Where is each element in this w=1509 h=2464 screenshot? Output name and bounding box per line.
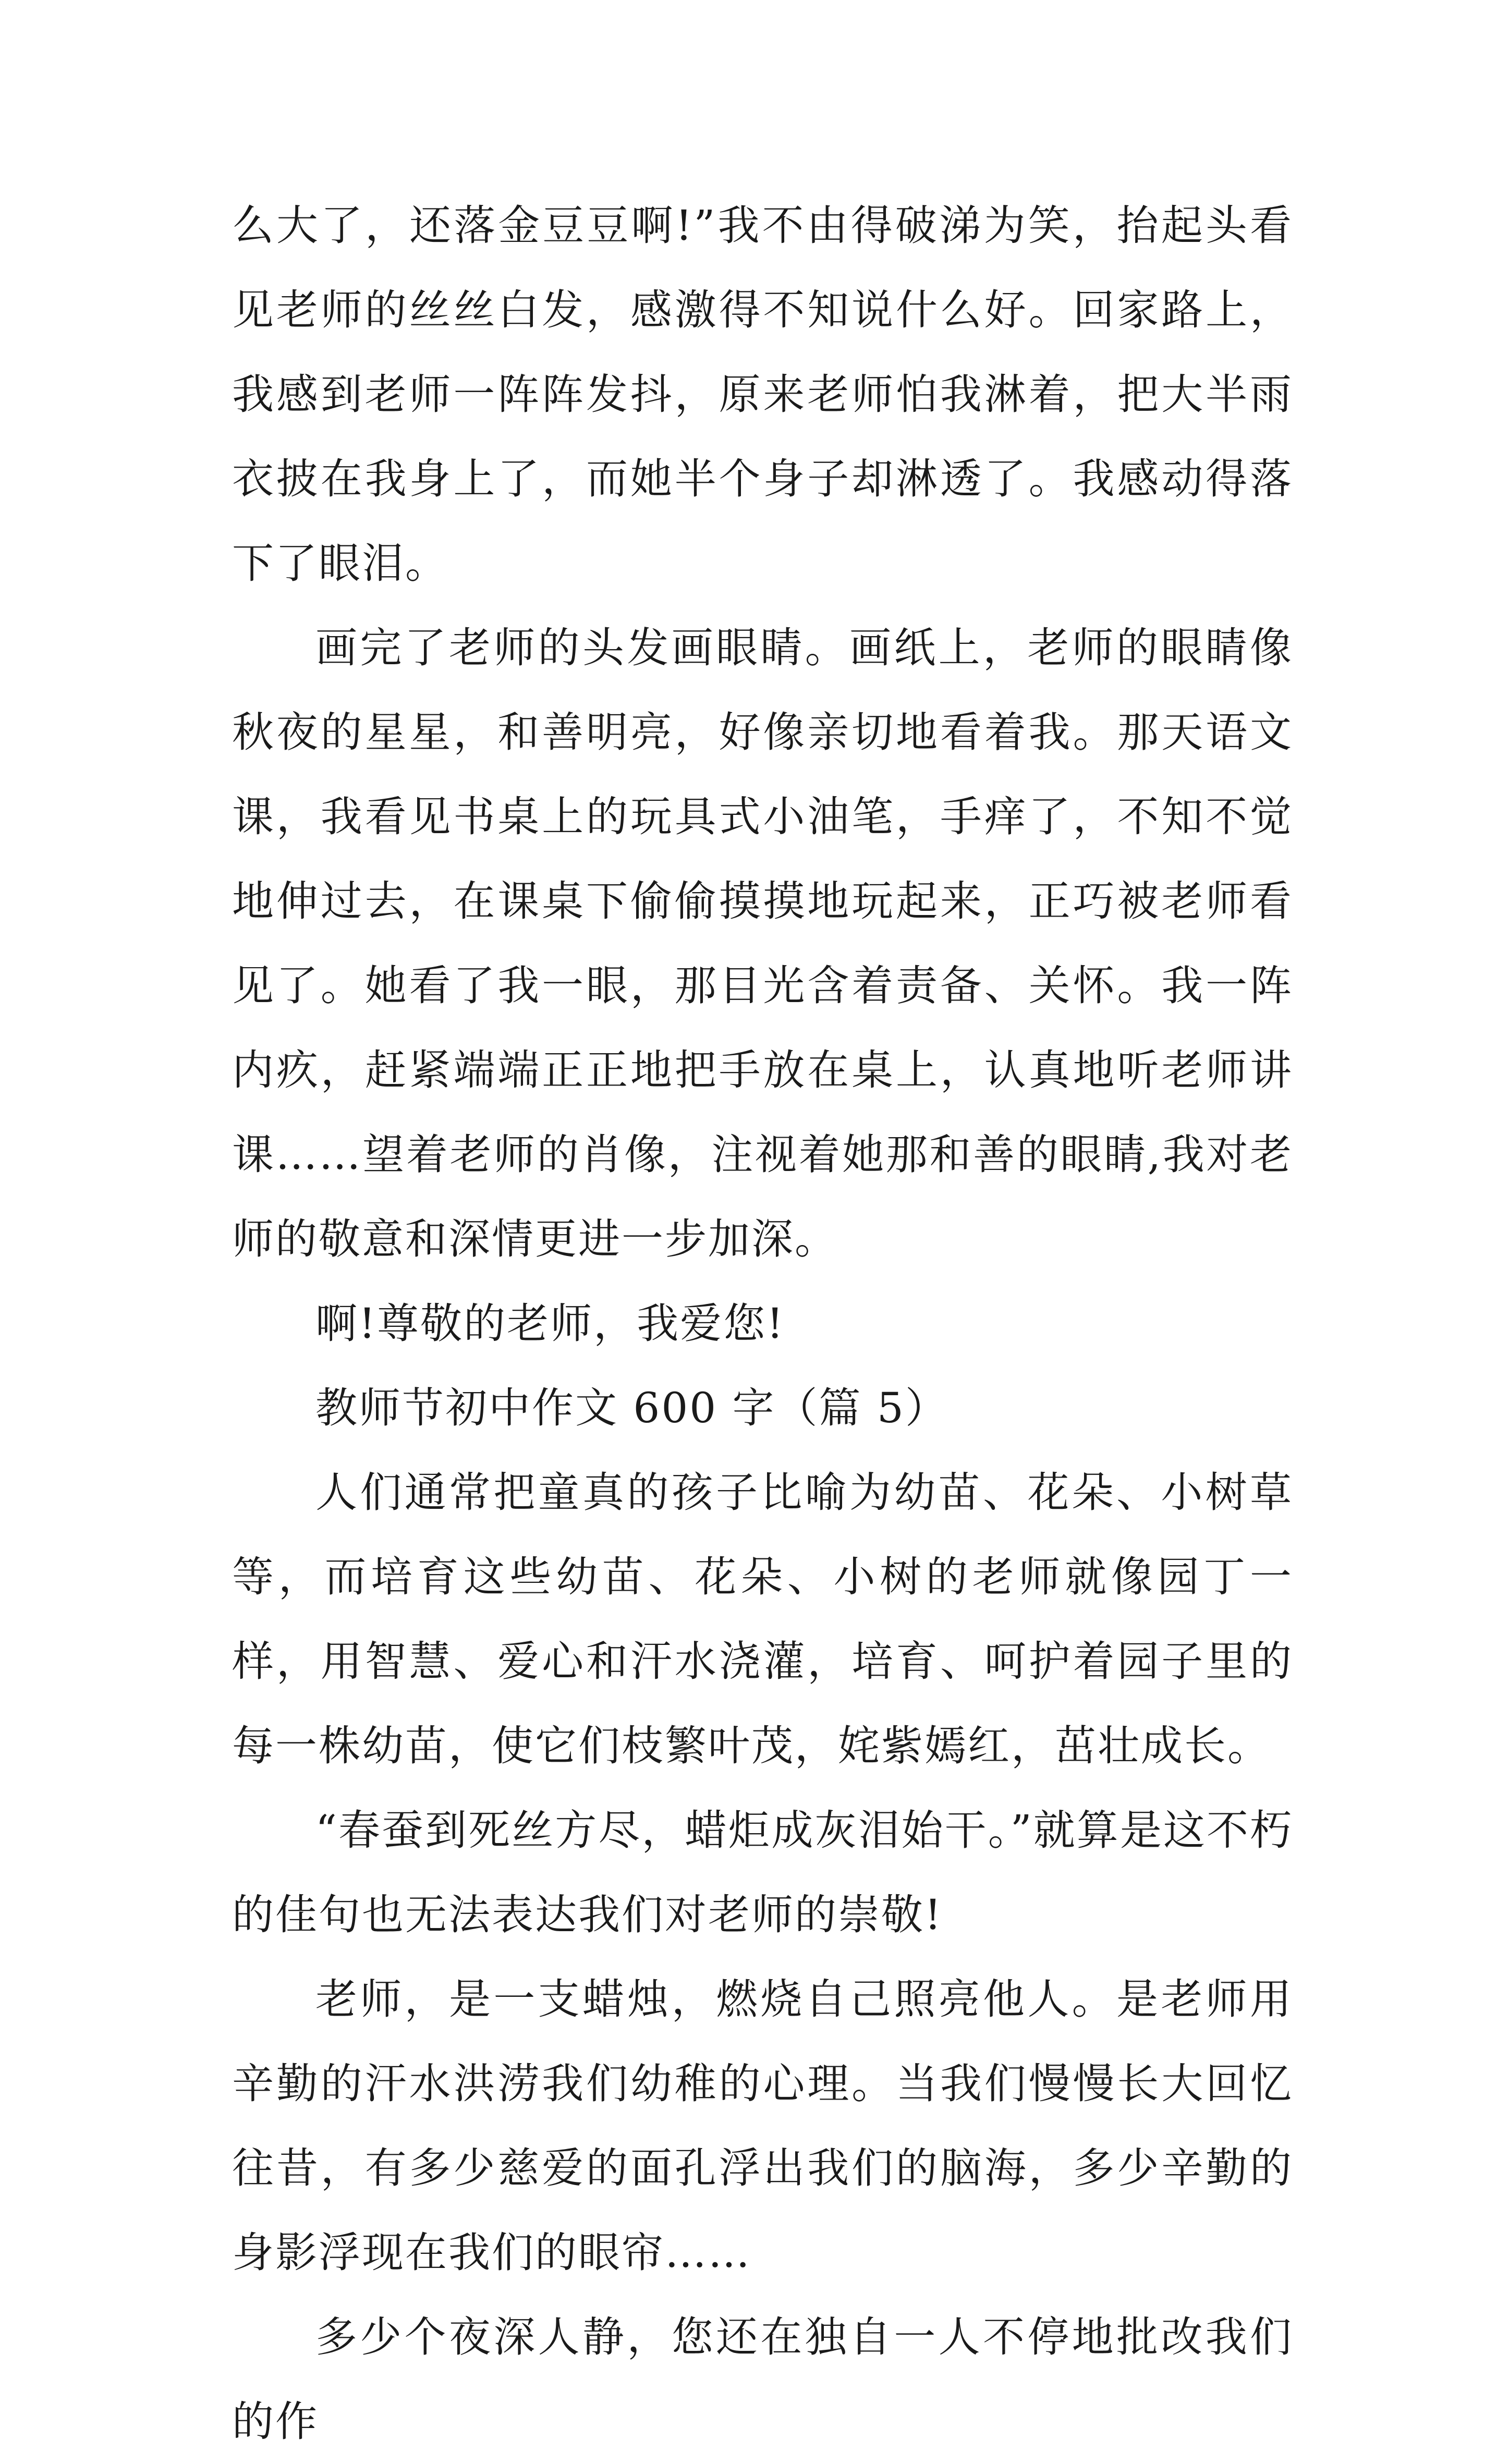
paragraph-2: 画完了老师的头发画眼睛。画纸上，老师的眼睛像秋夜的星星，和善明亮，好像亲切地看着我。那天语文课，我看见书桌上的玩具式小油笔，手痒了，不知不觉地伸过去，在课桌下偷偷摸摸地玩起来，正巧被老师看见了。她看了我一眼，那目光含着责备、关怀。我一阵内疚，赶紧端端正正地把手放在桌上，认真地听老师讲课……望着老师的肖像，注视着她那和善的眼睛,我对老师的敬意和深情更进一步加深。 <box>232 624 1293 1263</box>
paragraph-3: 啊!尊敬的老师，我爱您! <box>315 1299 785 1348</box>
section-heading: 教师节初中作文 600 字（篇 5） <box>315 1384 948 1432</box>
paragraph-7: 老师，是一支蜡烛，燃烧自己照亮他人。是老师用辛勤的汗水洪涝我们幼稚的心理。当我们慢慢长大回忆往昔，有多少慈爱的面孔浮出我们的脑海，多少辛勤的身影浮现在我们的眼帘…… <box>232 1975 1293 2277</box>
paragraph-1: 么大了，还落金豆豆啊!”我不由得破涕为笑，抬起头看见老师的丝丝白发，感激得不知说什么好。回家路上，我感到老师一阵阵发抖，原来老师怕我淋着，把大半雨衣披在我身上了，而她半个身子却淋透了。我感动得落下了眼泪。 <box>232 201 1293 588</box>
paragraph-5: 人们通常把童真的孩子比喻为幼苗、花朵、小树草等，而培育这些幼苗、花朵、小树的老师就像园丁一样，用智慧、爱心和汗水浇灌，培育、呵护着园子里的每一株幼苗，使它们枝繁叶茂，姹紫嫣红，茁壮成长。 <box>232 1468 1293 1770</box>
paragraph-8: 多少个夜深人静，您还在独自一人不停地批改我们的作 <box>232 2313 1293 2446</box>
essay-body <box>232 184 1293 2464</box>
paragraph-6: “春蚕到死丝方尽，蜡炬成灰泪始干。”就算是这不朽的佳句也无法表达我们对老师的崇敬! <box>232 1806 1293 1939</box>
